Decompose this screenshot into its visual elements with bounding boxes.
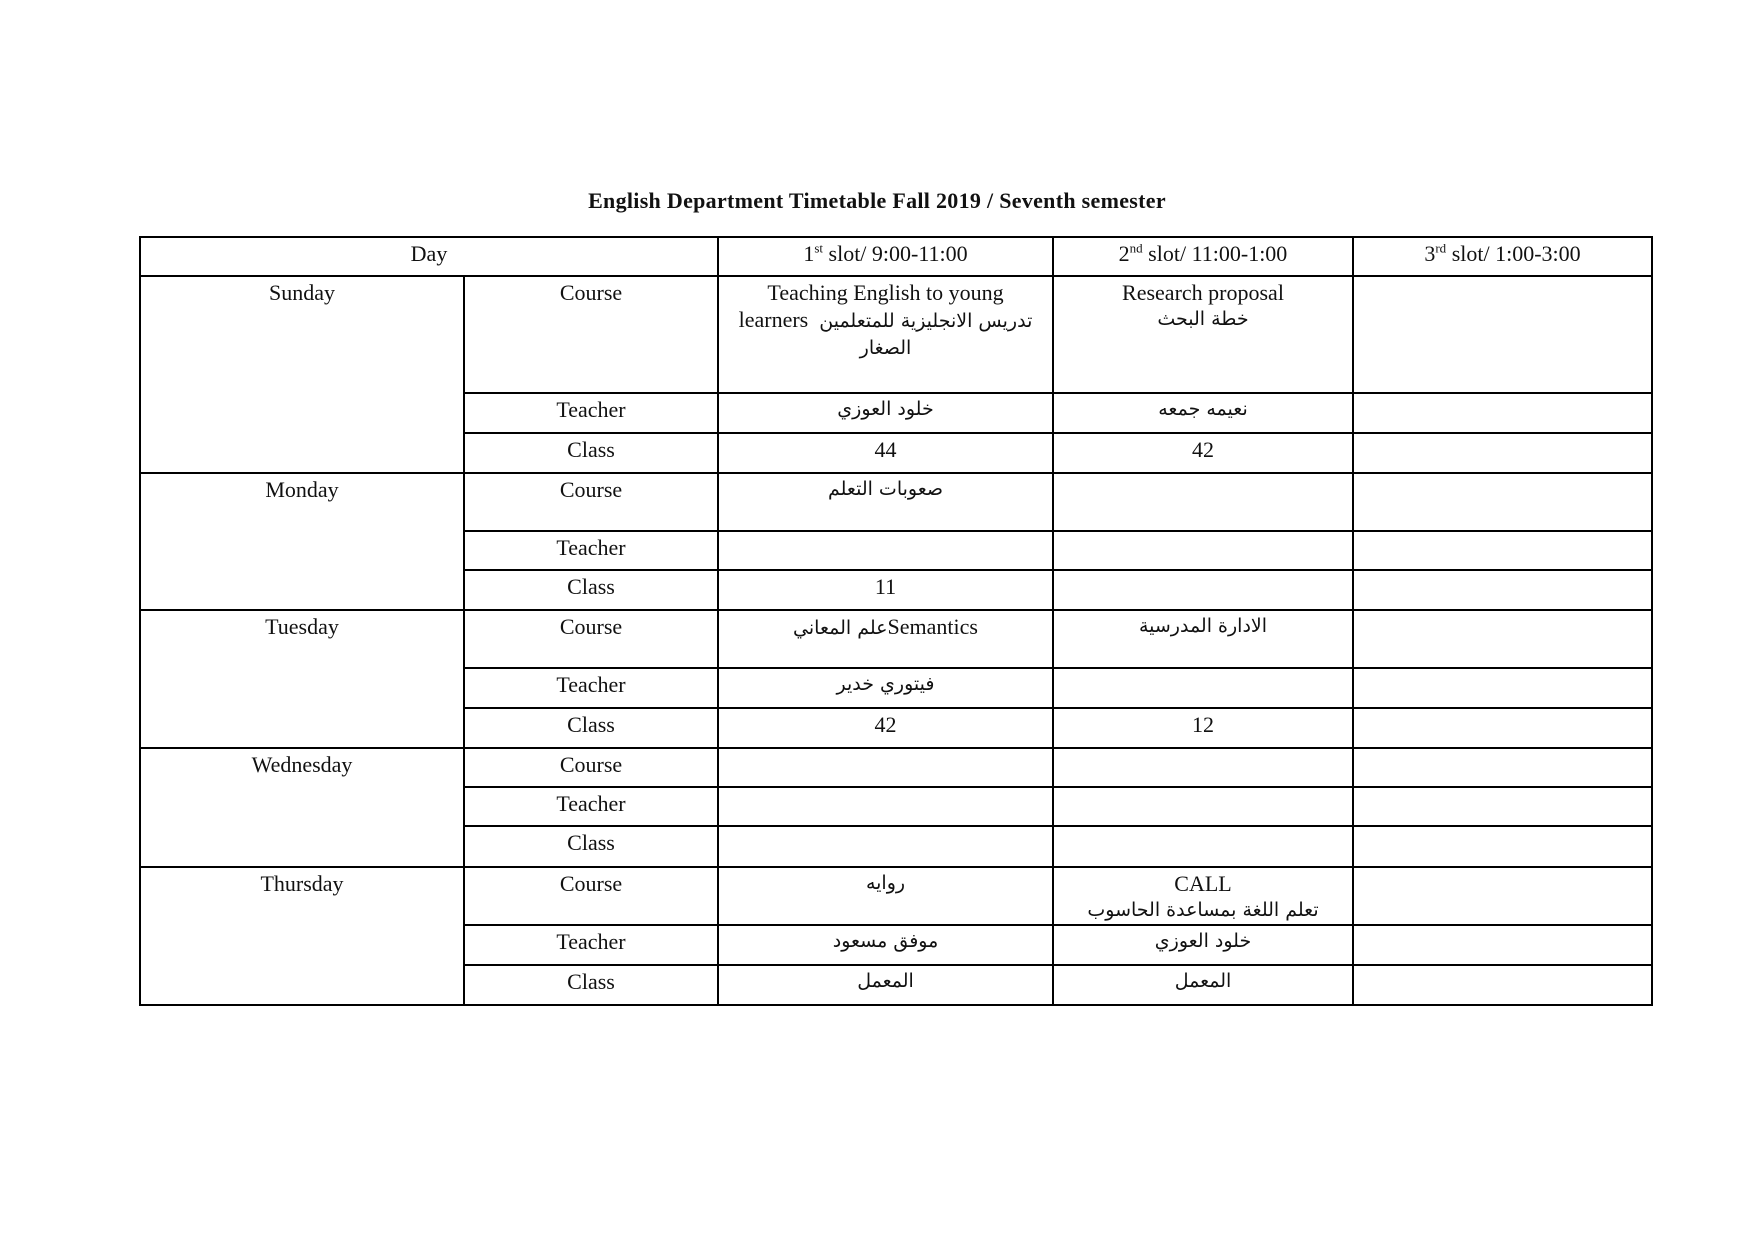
header-slot-1: 1st slot/ 9:00-11:00 xyxy=(718,237,1053,276)
day-wednesday: Wednesday xyxy=(140,748,464,867)
thursday-slot-2-teacher: خلود العوزي xyxy=(1053,925,1353,965)
row-label-course: Course xyxy=(464,610,718,668)
tuesday-slot-2-class: 12 xyxy=(1053,708,1353,748)
row-label-teacher: Teacher xyxy=(464,668,718,708)
row-label-class: Class xyxy=(464,433,718,473)
sunday-slot-3-teacher xyxy=(1353,393,1652,433)
tuesday-slot-1-class: 42 xyxy=(718,708,1053,748)
row-label-class: Class xyxy=(464,826,718,867)
course-title-en: CALL xyxy=(1174,871,1232,896)
table-row xyxy=(140,473,1652,531)
row-label-teacher: Teacher xyxy=(464,393,718,433)
thursday-slot-3-course xyxy=(1353,867,1652,925)
header-slot-2: 2nd slot/ 11:00-1:00 xyxy=(1053,237,1353,276)
header-slot-3: 3rd slot/ 1:00-3:00 xyxy=(1353,237,1652,276)
table-row xyxy=(140,748,1652,787)
wednesday-slot-3-class xyxy=(1353,826,1652,867)
wednesday-slot-2-class xyxy=(1053,826,1353,867)
row-label-class: Class xyxy=(464,965,718,1005)
course-title-en: Research proposal xyxy=(1122,280,1284,305)
monday-slot-3-teacher xyxy=(1353,531,1652,570)
course-title-ar: تعلم اللغة بمساعدة الحاسوب xyxy=(1087,899,1319,921)
tuesday-slot-3-class xyxy=(1353,708,1652,748)
thursday-slot-1-class: المعمل xyxy=(718,965,1053,1005)
row-label-class: Class xyxy=(464,570,718,610)
row-label-course: Course xyxy=(464,276,718,393)
table-row xyxy=(140,867,1652,925)
monday-slot-1-class: 11 xyxy=(718,570,1053,610)
tuesday-slot-3-course xyxy=(1353,610,1652,668)
course-title-mixed: learners تدريس الانجليزية للمتعلمين xyxy=(738,307,1033,332)
row-label-class: Class xyxy=(464,708,718,748)
header-day: Day xyxy=(140,237,718,276)
row-label-teacher: Teacher xyxy=(464,531,718,570)
header-row xyxy=(140,237,1652,276)
thursday-slot-2-course xyxy=(1053,867,1353,925)
tuesday-slot-1-course: علم المعانيSemantics xyxy=(718,610,1053,668)
wednesday-slot-1-class xyxy=(718,826,1053,867)
day-sunday: Sunday xyxy=(140,276,464,473)
wednesday-slot-2-course xyxy=(1053,748,1353,787)
course-title-en: Teaching English to young xyxy=(767,280,1004,305)
thursday-slot-1-course: روايه xyxy=(718,867,1053,925)
thursday-slot-3-class xyxy=(1353,965,1652,1005)
wednesday-slot-2-teacher xyxy=(1053,787,1353,826)
tuesday-slot-3-teacher xyxy=(1353,668,1652,708)
sunday-slot-3-class xyxy=(1353,433,1652,473)
sunday-slot-1-teacher: خلود العوزي xyxy=(718,393,1053,433)
monday-slot-3-course xyxy=(1353,473,1652,531)
monday-slot-1-course: صعوبات التعلم xyxy=(718,473,1053,531)
row-label-course: Course xyxy=(464,473,718,531)
row-label-course: Course xyxy=(464,748,718,787)
page-title: English Department Timetable Fall 2019 / Seventh semester xyxy=(588,188,1166,213)
wednesday-slot-3-course xyxy=(1353,748,1652,787)
sunday-slot-1-class: 44 xyxy=(718,433,1053,473)
course-title-ar: الصغار xyxy=(859,337,912,359)
wednesday-slot-1-teacher xyxy=(718,787,1053,826)
monday-slot-1-teacher xyxy=(718,531,1053,570)
thursday-slot-2-class: المعمل xyxy=(1053,965,1353,1005)
sunday-slot-2-class: 42 xyxy=(1053,433,1353,473)
day-tuesday: Tuesday xyxy=(140,610,464,748)
wednesday-slot-3-teacher xyxy=(1353,787,1652,826)
table-row xyxy=(140,610,1652,668)
table-row xyxy=(140,276,1652,393)
monday-slot-2-teacher xyxy=(1053,531,1353,570)
monday-slot-3-class xyxy=(1353,570,1652,610)
thursday-slot-3-teacher xyxy=(1353,925,1652,965)
wednesday-slot-1-course xyxy=(718,748,1053,787)
day-thursday: Thursday xyxy=(140,867,464,1005)
monday-slot-2-course xyxy=(1053,473,1353,531)
course-title-ar: خطة البحث xyxy=(1157,308,1249,330)
sunday-slot-3-course xyxy=(1353,276,1652,393)
row-label-teacher: Teacher xyxy=(464,787,718,826)
sunday-slot-2-teacher: نعيمه جمعه xyxy=(1053,393,1353,433)
row-label-teacher: Teacher xyxy=(464,925,718,965)
timetable xyxy=(139,236,1653,1006)
day-monday: Monday xyxy=(140,473,464,610)
tuesday-slot-2-course: الادارة المدرسية xyxy=(1053,610,1353,668)
monday-slot-2-class xyxy=(1053,570,1353,610)
sunday-slot-2-course xyxy=(1053,276,1353,393)
row-label-course: Course xyxy=(464,867,718,925)
tuesday-slot-1-teacher: فيتوري خدير xyxy=(718,668,1053,708)
sunday-slot-1-course xyxy=(718,276,1053,393)
thursday-slot-1-teacher: موفق مسعود xyxy=(718,925,1053,965)
tuesday-slot-2-teacher xyxy=(1053,668,1353,708)
